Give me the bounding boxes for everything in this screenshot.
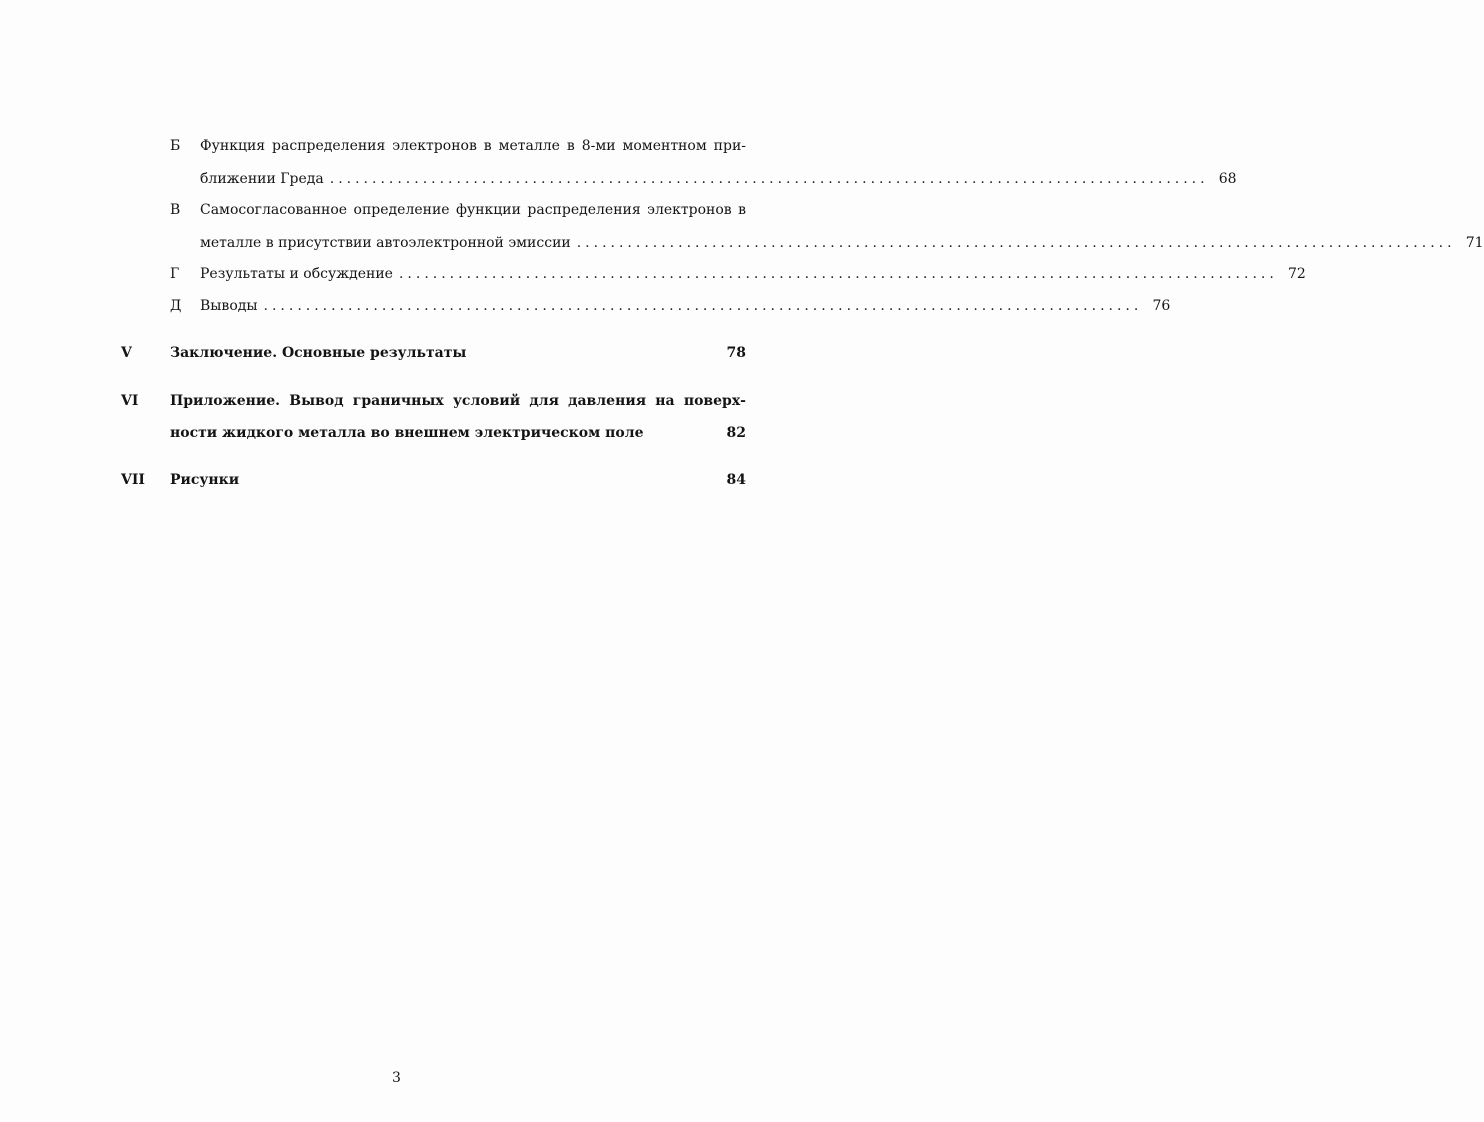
toc-chapter-number: VI <box>121 393 139 409</box>
toc-page-number: 82 <box>726 425 746 441</box>
toc-subsection-title-line1 <box>200 298 1171 314</box>
toc-chapter-title-line2 <box>170 425 746 441</box>
toc-subsection-title-text: Результаты и обсуждение <box>200 266 393 282</box>
dot-leader: ........................................................................................................ <box>263 298 1143 314</box>
toc-subsection-letter: В <box>170 202 181 218</box>
toc-subsection-letter: Б <box>170 138 181 154</box>
toc-chapter-title-text: Рисунки <box>170 472 240 488</box>
dot-leader: ........................................................................................................ <box>398 266 1278 282</box>
toc-chapter-number: VII <box>121 472 145 488</box>
toc-page-number: 78 <box>726 345 746 361</box>
toc-subsection-letter: Д <box>170 298 182 314</box>
toc-page-number: 76 <box>1152 298 1171 314</box>
toc-subsection-title-line1: Самосогласованное определение функции распределения электронов в <box>200 202 746 218</box>
toc-subsection-title-line1: Функция распределения электронов в металле в 8-ми моментном при- <box>200 138 746 154</box>
toc-subsection-title-text: металле в присутствии автоэлектронной эмиссии <box>200 235 571 251</box>
page-number: 3 <box>392 1070 401 1086</box>
toc-chapter-title-line1: Приложение. Вывод граничных условий для давления на поверх- <box>170 393 746 409</box>
toc-subsection-letter: Г <box>170 266 180 282</box>
toc-subsection-title-line2 <box>200 171 1237 187</box>
dot-leader: ........................................................................................................ <box>576 235 1456 251</box>
dot-leader: ........................................................................................................ <box>329 171 1209 187</box>
toc-chapter-title-text: Заключение. Основные результаты <box>170 345 467 361</box>
toc-chapter-title-line1 <box>170 345 746 361</box>
toc-page-number: 68 <box>1218 171 1237 187</box>
toc-page-number: 72 <box>1287 266 1306 282</box>
toc-subsection-title-text: ближении Греда <box>200 171 324 187</box>
toc-chapter-number: V <box>121 345 132 361</box>
toc-subsection-title-line1 <box>200 266 1306 282</box>
toc-chapter-title-line1 <box>170 472 746 488</box>
toc-subsection-title-line2 <box>200 235 1484 251</box>
toc-chapter-title-text: ности жидкого металла во внешнем электрическом поле <box>170 425 644 441</box>
toc-subsection-title-text: Выводы <box>200 298 258 314</box>
toc-page-number: 84 <box>726 472 746 488</box>
toc-page-number: 71 <box>1465 235 1484 251</box>
